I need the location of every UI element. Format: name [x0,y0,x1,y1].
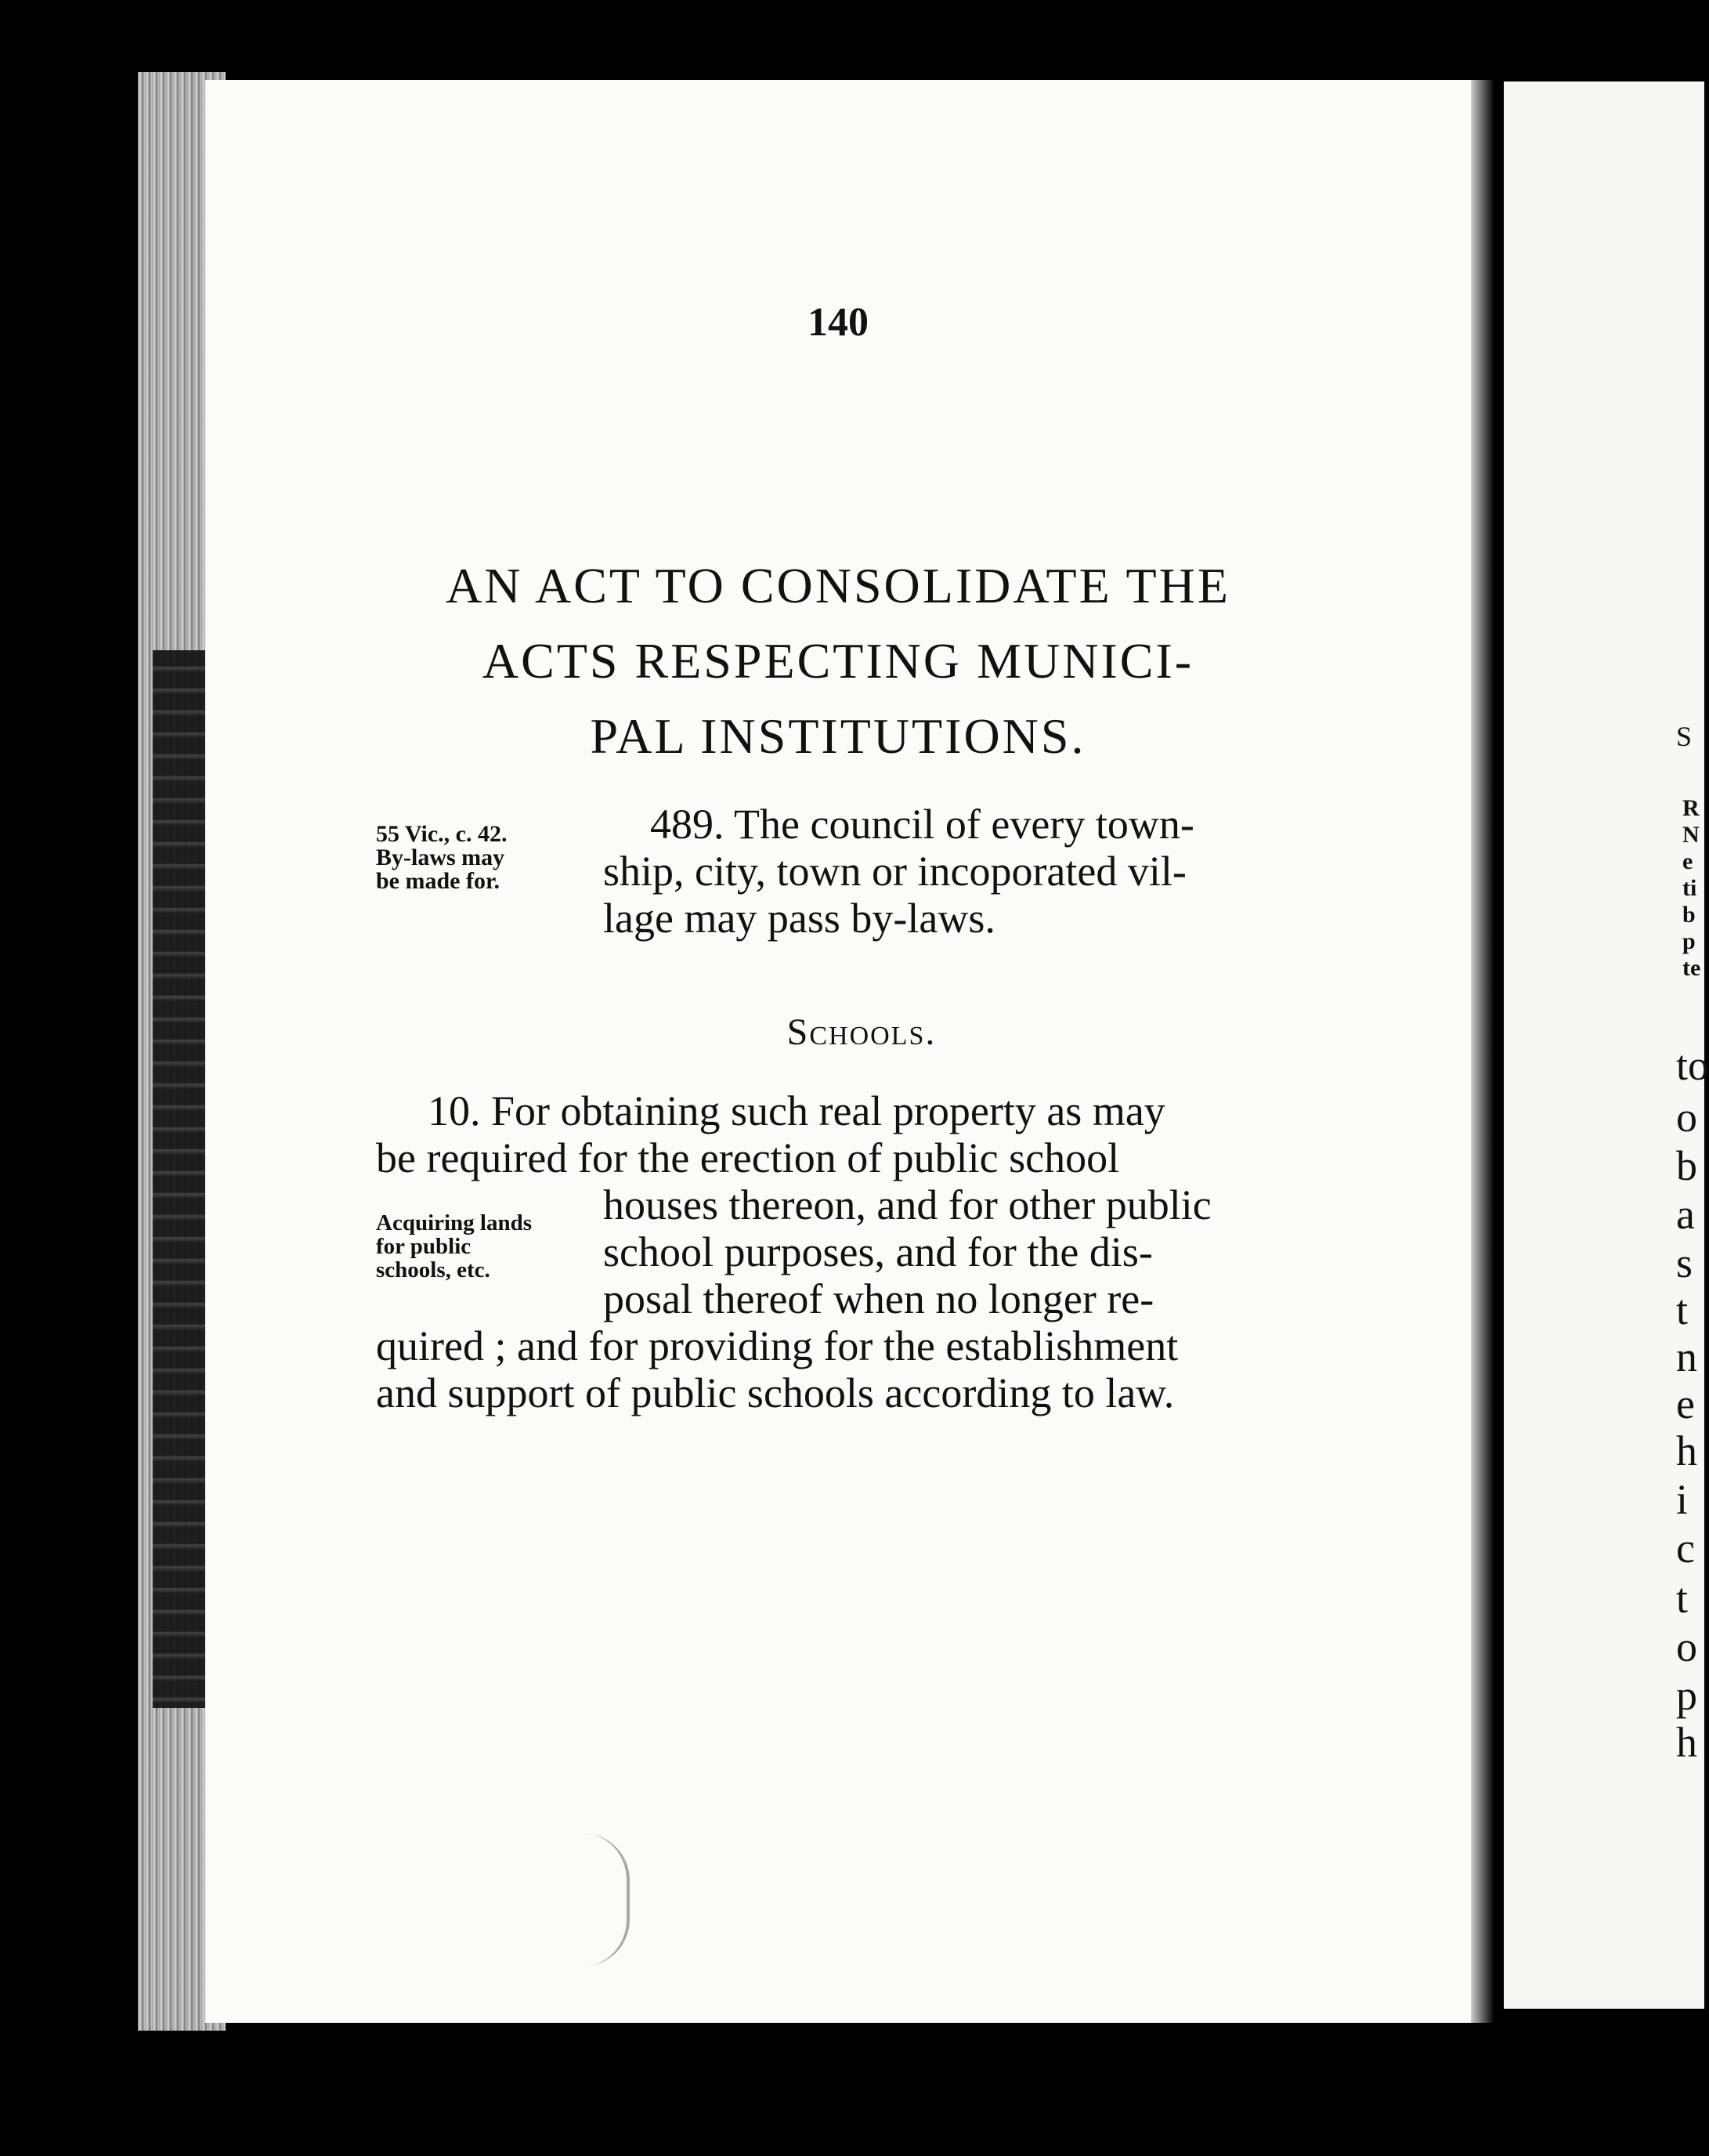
facing-text-fragment: h [1676,1719,1697,1766]
facing-text-fragment: s [1676,1239,1693,1286]
facing-text-fragment: c [1676,1525,1695,1572]
text-line: 489. The council of every town- [650,801,1194,848]
title-line: ACTS RESPECTING MUNICI- [482,633,1194,689]
text-line: posal thereof when no longer re- [603,1275,1154,1322]
facing-text-fragment: o [1676,1623,1697,1670]
text-line: be required for the erection of public school [376,1134,1120,1181]
facing-note-fragment: R [1682,795,1700,821]
margin-note-489: 55 Vic., c. 42. By-laws may be made for. [376,821,508,894]
facing-heading-fragment: S [1676,721,1693,752]
page-edge-ink [153,650,208,1708]
facing-text-fragment: i [1676,1476,1689,1523]
facing-text-fragment: a [1676,1191,1695,1238]
page-number: 140 [808,300,869,345]
facing-note-fragment: N [1682,822,1700,848]
text-line: school purposes, and for the dis- [603,1228,1153,1275]
section-489-text [603,801,1296,942]
facing-text-fragment: e [1676,1380,1695,1427]
facing-note-fragment: ti [1682,875,1697,901]
facing-text-fragment: t [1676,1286,1689,1333]
book-gutter [1471,80,1504,2023]
facing-note-fragment: te [1682,955,1701,981]
text-line: quired ; and for providing for the establishment [376,1322,1179,1369]
text-line: ship, city, town or incoporated vil- [603,848,1187,895]
facing-text-fragment: to [1676,1042,1709,1089]
paper-mark [540,1833,630,1966]
title-line: AN ACT TO CONSOLIDATE THE [446,558,1230,613]
facing-text-fragment: t [1676,1575,1689,1622]
page-title [368,548,1308,774]
text-line: and support of public schools according to law. [376,1369,1175,1416]
facing-text-fragment: h [1676,1427,1697,1474]
text-line: 10. For obtaining such real property as may [428,1087,1165,1134]
title-line: PAL INSTITUTIONS. [590,708,1086,764]
facing-text-fragment: n [1676,1333,1697,1380]
facing-note-fragment: p [1682,928,1696,954]
text-line: houses thereon, and for other public [603,1181,1212,1228]
facing-text-fragment: p [1676,1672,1697,1719]
facing-note-fragment: e [1682,848,1693,874]
text-line: lage may pass by-laws. [603,895,995,942]
facing-note-fragment: b [1682,902,1696,928]
margin-note-schools: Acquiring lands for public schools, etc. [376,1210,533,1282]
section-heading: Schools. [786,1011,937,1053]
facing-text-fragment: b [1676,1142,1697,1189]
facing-page [1504,81,1704,2009]
facing-text-fragment: o [1676,1094,1697,1141]
